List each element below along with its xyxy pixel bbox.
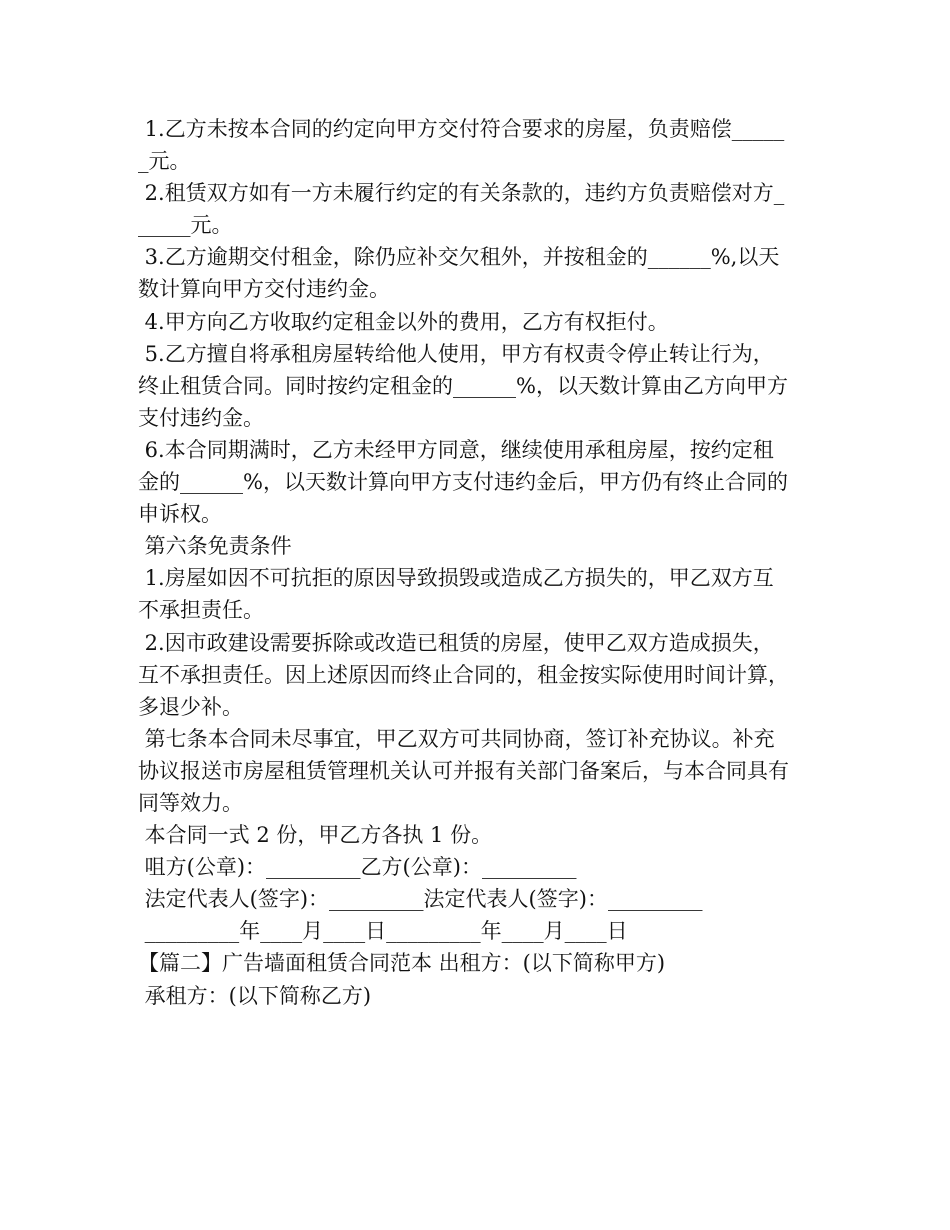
clause-line: 5.乙方擅自将承租房屋转给他人使用，甲方有权责令停止转让行为，: [138, 341, 774, 366]
clause-line: 1.房屋如因不可抗拒的原因导致损毁或造成乙方损失的，甲乙双方互: [138, 566, 774, 591]
clause-line: 不承担责任。: [138, 598, 264, 623]
clause-line: _元。: [138, 149, 191, 174]
section-title: 【篇二】广告墙面租赁合同范本 出租方：(以下简称甲方): [138, 951, 666, 976]
clause-line: 2.因市政建设需要拆除或改造已租赁的房屋，使甲乙双方造成损失，: [138, 630, 774, 655]
clause-line: 第七条本合同未尽事宜，甲乙双方可共同协商，签订补充协议。补充: [138, 726, 775, 751]
copies-line: 本合同一式 2 份，甲乙方各执 1 份。: [138, 823, 493, 848]
seal-line: 咀方(公章)：_________乙方(公章)：_________: [138, 855, 577, 880]
clause-line: 支付违约金。: [138, 405, 264, 430]
document-body: [138, 113, 814, 1012]
clause-line: 1.乙方未按本合同的约定向甲方交付符合要求的房屋，负责赔偿_____: [138, 117, 785, 141]
clause-line: 协议报送市房屋租赁管理机关认可并报有关部门备案后，与本合同具有: [138, 758, 789, 783]
clause-line: 多退少补。: [138, 694, 243, 719]
date-line: _________年____月____日_________年____月____日: [138, 919, 628, 944]
clause-line: 6.本合同期满时，乙方未经甲方同意，继续使用承租房屋，按约定租: [138, 437, 774, 462]
clause-line: 互不承担责任。因上述原因而终止合同的，租金按实际使用时间计算，: [138, 662, 789, 687]
clause-line: 4.甲方向乙方收取约定租金以外的费用，乙方有权拒付。: [138, 309, 669, 334]
clause-line: 3.乙方逾期交付租金，除仍应补交欠租外，并按租金的______%,以天: [138, 245, 780, 270]
clause-line: 金的______%，以天数计算向甲方支付违约金后，甲方仍有终止合同的: [138, 470, 788, 495]
signature-line: 法定代表人(签字)：_________法定代表人(签字)：_________: [138, 887, 703, 912]
clause-line: 2.租赁双方如有一方未履行约定的有关条款的，违约方负责赔偿对方_: [138, 181, 785, 206]
clause-line: _____元。: [138, 213, 233, 238]
clause-line: 同等效力。: [138, 790, 243, 815]
party-line: 承租方：(以下简称乙方): [138, 983, 372, 1008]
section-heading: 第六条免责条件: [138, 534, 292, 559]
clause-line: 数计算向甲方交付违约金。: [138, 277, 390, 302]
clause-line: 终止租赁合同。同时按约定租金的______%，以天数计算由乙方向甲方: [138, 373, 788, 398]
clause-line: 申诉权。: [138, 502, 222, 527]
